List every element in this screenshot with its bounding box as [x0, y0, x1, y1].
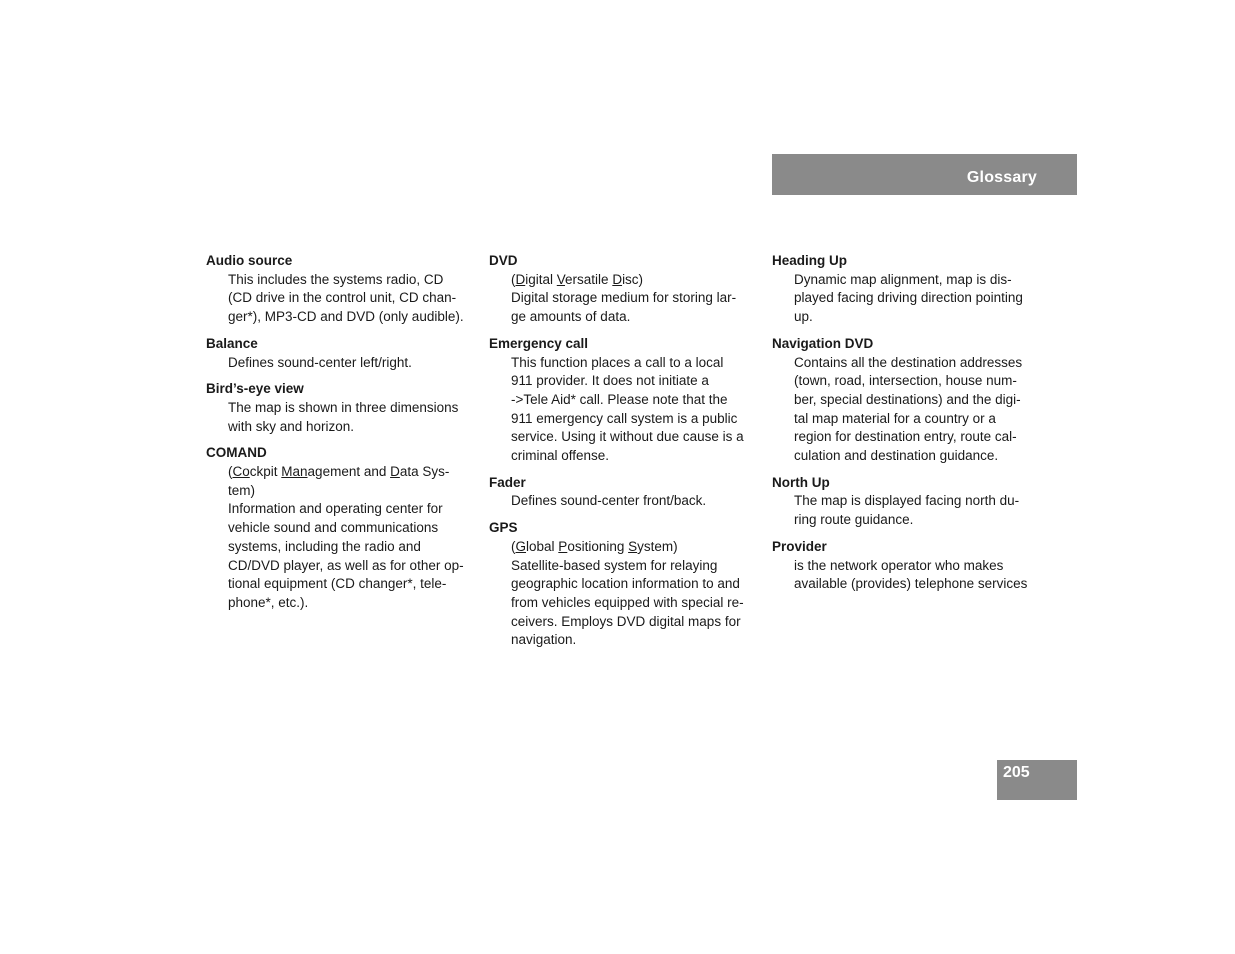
- glossary-term: Navigation DVD: [772, 335, 874, 351]
- glossary-entry: [772, 538, 1042, 594]
- page-number: 205: [1003, 764, 1030, 781]
- definition-line: The map is shown in three dimensions: [228, 399, 459, 415]
- section-title: Glossary: [966, 169, 1037, 186]
- glossary-entry: [772, 252, 1042, 327]
- glossary-definition: [228, 399, 476, 436]
- definition-line: Defines sound-center front/back.: [511, 493, 707, 509]
- acronym-expansion-line: (Digital Versatile Disc): [511, 271, 644, 287]
- acronym-expansion-line: (Global Positioning System): [511, 538, 678, 554]
- glossary-entry: [772, 335, 1042, 466]
- definition-line: ceivers. Employs DVD digital maps for: [511, 613, 741, 629]
- glossary-term: Provider: [772, 538, 827, 554]
- definition-line: The map is displayed facing north du-: [794, 493, 1020, 509]
- definition-line: culation and destination guidance.: [794, 448, 999, 464]
- acronym-expansion-line: (Cockpit Management and Data Sys-: [228, 464, 450, 480]
- definition-line: CD/DVD player, as well as for other op-: [228, 557, 464, 573]
- definition-line: ger*), MP3-CD and DVD (only audible).: [228, 309, 464, 325]
- glossary-term: COMAND: [206, 445, 267, 461]
- definition-line: service. Using it without due cause is a: [511, 429, 744, 445]
- glossary-entry: [772, 474, 1042, 530]
- glossary-term: Bird’s-eye view: [206, 381, 304, 397]
- acronym-expansion-line: tem): [228, 482, 255, 498]
- definition-line: is the network operator who makes: [794, 557, 1004, 573]
- definition-line: (CD drive in the control unit, CD chan-: [228, 290, 457, 306]
- glossary-term: Balance: [206, 335, 258, 351]
- glossary-term: North Up: [772, 474, 830, 490]
- glossary-column-3: [772, 252, 1042, 602]
- glossary-definition: [228, 463, 476, 613]
- definition-line: ring route guidance.: [794, 512, 914, 528]
- glossary-term: Heading Up: [772, 253, 848, 268]
- glossary-definition: [511, 271, 759, 327]
- glossary-definition: [511, 492, 759, 511]
- definition-line: tal map material for a country or a: [794, 410, 996, 426]
- glossary-term: Fader: [489, 474, 526, 490]
- definition-line: Information and operating center for: [228, 501, 443, 517]
- glossary-entry: [489, 519, 759, 650]
- definition-line: ge amounts of data.: [511, 309, 631, 325]
- definition-line: phone*, etc.).: [228, 594, 309, 610]
- glossary-column-2: [489, 252, 759, 658]
- glossary-entry: [206, 335, 476, 372]
- section-header: [772, 154, 1077, 195]
- definition-line: 911 provider. It does not initiate a: [511, 373, 709, 389]
- definition-line: Defines sound-center left/right.: [228, 354, 412, 370]
- definition-line: from vehicles equipped with special re-: [511, 594, 744, 610]
- glossary-term: Emergency call: [489, 335, 589, 351]
- definition-line: This function places a call to a local: [511, 354, 724, 370]
- definition-line: ->Tele Aid* call. Please note that the: [511, 391, 728, 407]
- glossary-column-1: [206, 252, 476, 621]
- definition-line: (town, road, intersection, house num-: [794, 373, 1017, 389]
- glossary-entry: [206, 380, 476, 436]
- definition-line: This includes the systems radio, CD: [228, 271, 444, 287]
- definition-line: region for destination entry, route cal-: [794, 429, 1017, 445]
- glossary-entry: [489, 474, 759, 511]
- glossary-definition: [228, 354, 476, 373]
- glossary-definition: [794, 557, 1042, 594]
- glossary-entry: [489, 335, 759, 466]
- definition-line: criminal offense.: [511, 448, 610, 464]
- glossary-definition: [511, 354, 759, 466]
- definition-line: ber, special destinations) and the digi-: [794, 391, 1021, 407]
- glossary-term: Audio source: [206, 253, 293, 268]
- glossary-entry: [206, 252, 476, 327]
- definition-line: with sky and horizon.: [228, 418, 355, 434]
- definition-line: Satellite-based system for relaying: [511, 557, 718, 573]
- definition-line: Contains all the destination addresses: [794, 354, 1023, 370]
- glossary-entry: [206, 444, 476, 612]
- definition-line: geographic location information to and: [511, 576, 740, 592]
- definition-line: Dynamic map alignment, map is dis-: [794, 271, 1012, 287]
- glossary-term: DVD: [489, 253, 518, 268]
- definition-line: systems, including the radio and: [228, 538, 421, 554]
- glossary-definition: [794, 271, 1042, 327]
- definition-line: vehicle sound and communications: [228, 520, 439, 536]
- definition-line: played facing driving direction pointing: [794, 290, 1023, 306]
- glossary-definition: [511, 538, 759, 650]
- definition-line: tional equipment (CD changer*, tele-: [228, 576, 447, 592]
- glossary-definition: [228, 271, 476, 327]
- glossary-definition: [794, 492, 1042, 529]
- glossary-term: GPS: [489, 520, 518, 536]
- definition-line: available (provides) telephone services: [794, 576, 1028, 592]
- definition-line: up.: [794, 309, 813, 325]
- glossary-entry: [489, 252, 759, 327]
- definition-line: 911 emergency call system is a public: [511, 410, 738, 426]
- definition-line: Digital storage medium for storing lar-: [511, 290, 737, 306]
- definition-line: navigation.: [511, 632, 577, 648]
- glossary-definition: [794, 354, 1042, 466]
- page-number-box: [997, 760, 1077, 800]
